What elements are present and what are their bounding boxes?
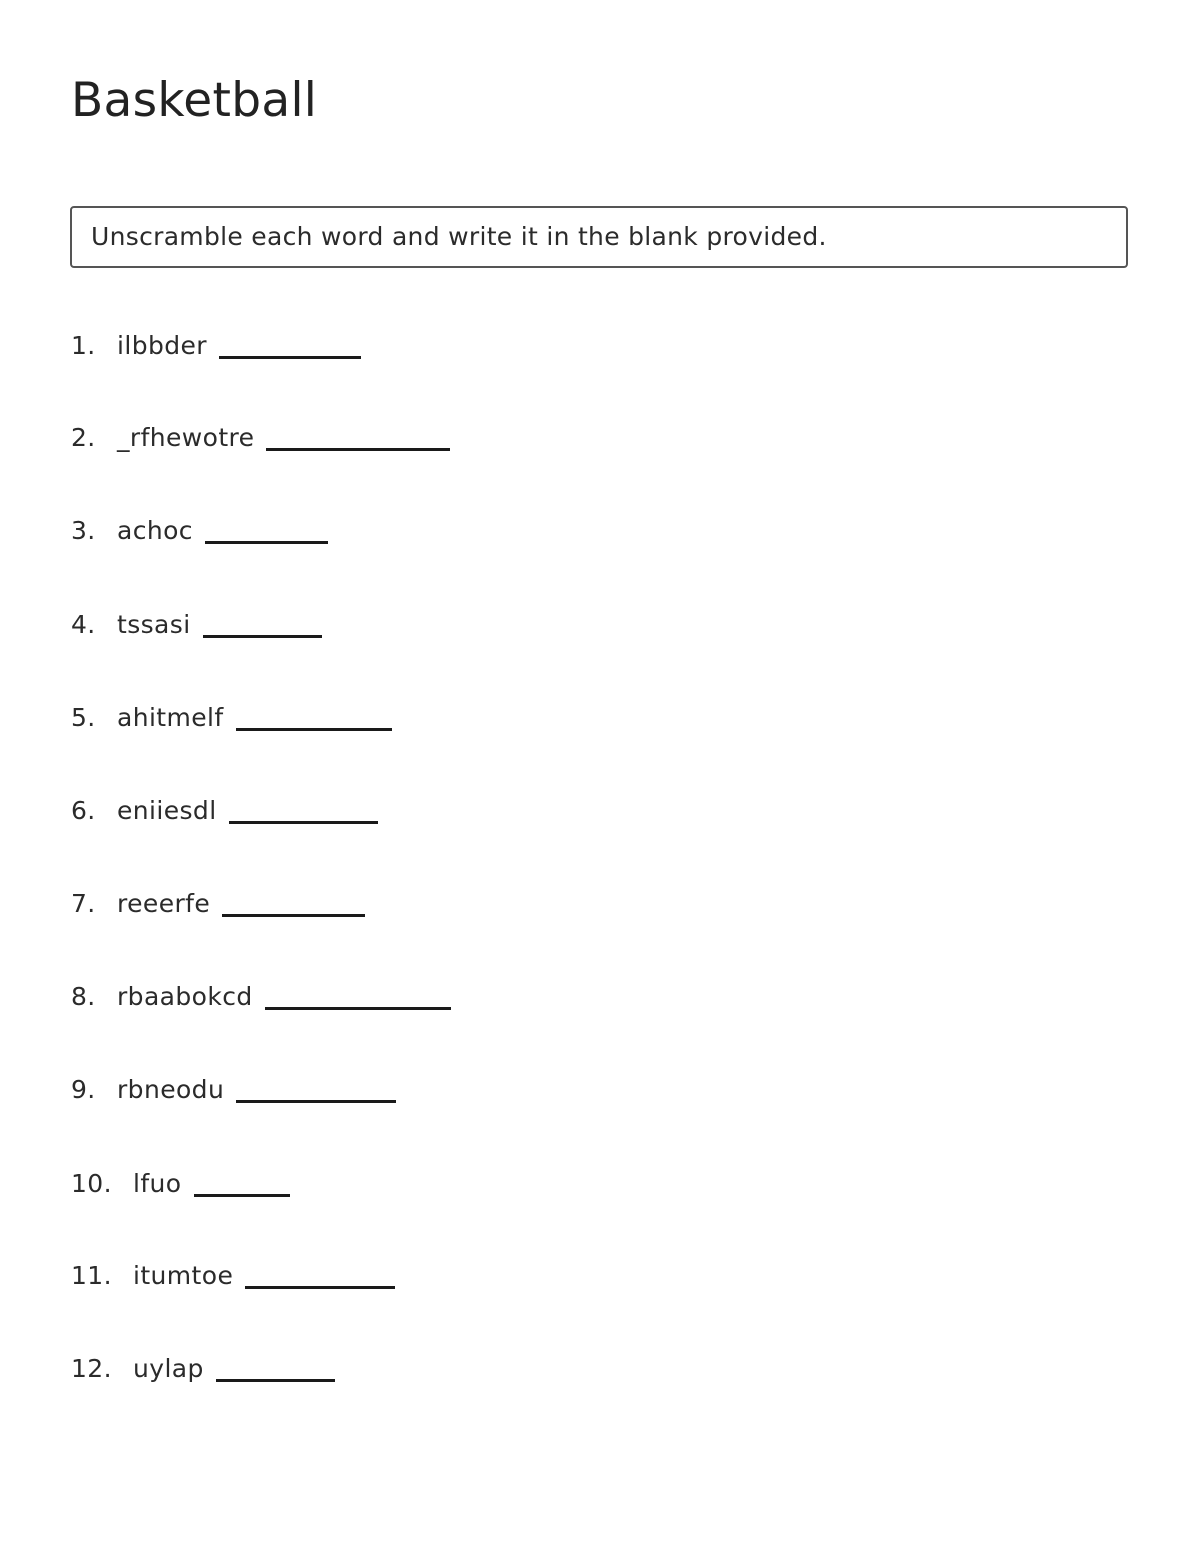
scrambled-word: uylap [133,1354,204,1383]
scrambled-word: lfuo [133,1169,182,1198]
item-number: 8. [71,982,96,1011]
list-item [71,1164,290,1204]
item-number: 12. [71,1354,112,1383]
scrambled-word: ahitmelf [117,703,224,732]
list-item [71,1256,395,1296]
answer-blank[interactable] [203,605,322,638]
answer-blank[interactable] [219,326,361,359]
scrambled-word: rbaabokcd [117,982,253,1011]
list-item [71,418,450,458]
scrambled-word: ilbbder [117,331,207,360]
answer-blank[interactable] [205,511,328,544]
scrambled-word: eniiesdl [117,796,217,825]
list-item [71,326,361,366]
list-item [71,1070,396,1110]
item-number: 3. [71,516,96,545]
item-number: 1. [71,331,96,360]
answer-blank[interactable] [265,977,451,1010]
instructions-box [70,206,1128,268]
answer-blank[interactable] [216,1349,335,1382]
answer-blank[interactable] [222,884,365,917]
answer-blank[interactable] [266,418,450,451]
answer-blank[interactable] [245,1256,395,1289]
item-number: 9. [71,1075,96,1104]
list-item [71,1349,335,1389]
list-item [71,698,392,738]
scrambled-word: tssasi [117,610,191,639]
page-title: Basketball [71,73,318,128]
list-item [71,977,451,1017]
instructions-text: Unscramble each word and write it in the blank provided. [91,222,827,251]
list-item [71,791,378,831]
item-number: 6. [71,796,96,825]
item-number: 2. [71,423,96,452]
answer-blank[interactable] [229,791,378,824]
item-number: 5. [71,703,96,732]
item-number: 11. [71,1261,112,1290]
scrambled-word: rbneodu [117,1075,225,1104]
answer-blank[interactable] [236,1070,396,1103]
item-number: 10. [71,1169,112,1198]
scrambled-word: _rfhewotre [117,423,255,452]
list-item [71,884,365,924]
item-number: 4. [71,610,96,639]
list-item [71,605,322,645]
scrambled-word: reeerfe [117,889,211,918]
scrambled-word: achoc [117,516,193,545]
scrambled-word: itumtoe [133,1261,234,1290]
answer-blank[interactable] [194,1164,290,1197]
list-item [71,511,328,551]
item-number: 7. [71,889,96,918]
answer-blank[interactable] [236,698,392,731]
